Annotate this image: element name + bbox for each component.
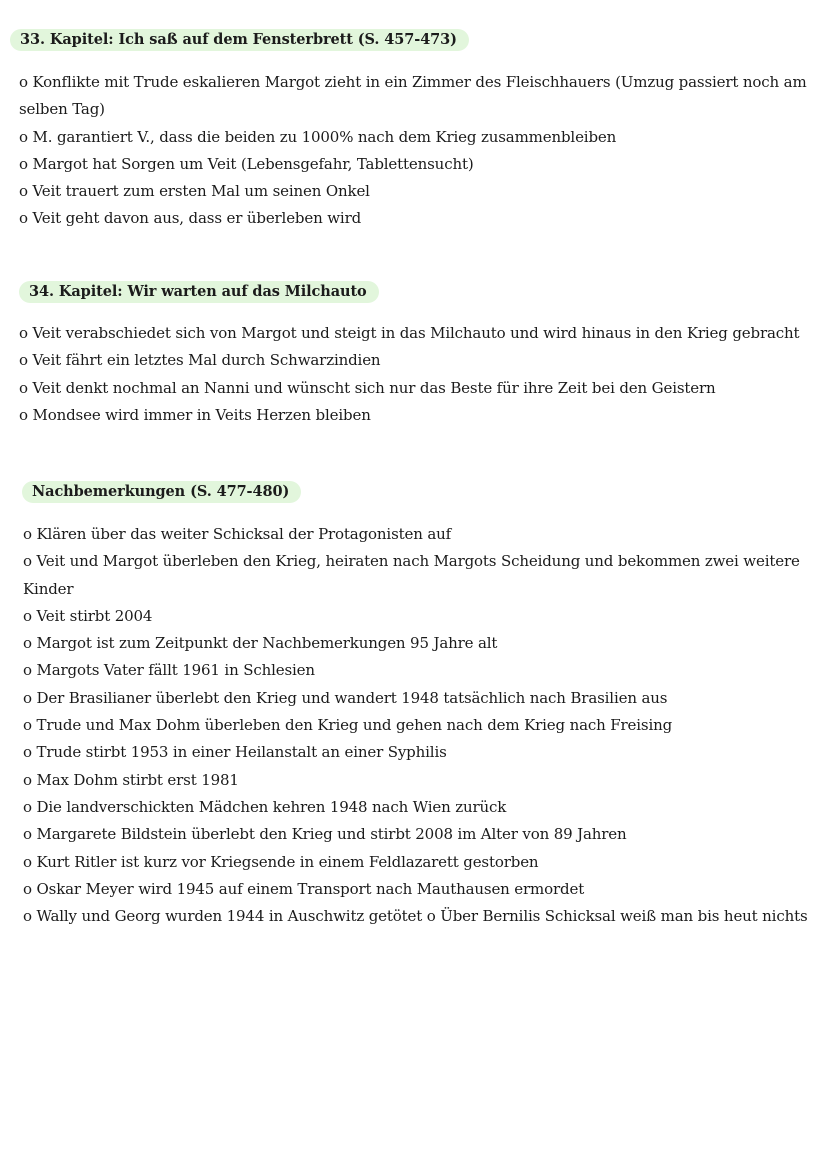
list-item: o Veit fährt ein letztes Mal durch Schwarzindien	[19, 351, 381, 370]
list-item: o Veit und Margot überleben den Krieg, heiraten nach Margots Scheidung und bekommen zwei weitere Kinder	[23, 552, 800, 598]
chapter-34-heading: 34. Kapitel: Wir warten auf das Milchauto	[19, 281, 379, 303]
list-item: o Der Brasilianer überlebt den Krieg und wandert 1948 tatsächlich nach Brasilien aus	[23, 688, 668, 707]
list-item: o Max Dohm stirbt erst 1981	[23, 770, 239, 789]
list-item: o Die landverschickten Mädchen kehren 1948 nach Wien zurück	[23, 797, 507, 816]
list-item: o Margarete Bildstein überlebt den Krieg und stirbt 2008 im Alter von 89 Jahren	[23, 825, 627, 844]
list-item: o Veit verabschiedet sich von Margot und steigt in das Milchauto und wird hinaus in den Krieg gebracht	[19, 324, 800, 342]
list-item: o Margot hat Sorgen um Veit (Lebensgefahr, Tablettensucht)	[19, 154, 474, 173]
list-item: o Kurt Ritler ist kurz vor Kriegsende in einem Feldlazarett gestorben	[23, 852, 539, 871]
afterword-list	[23, 521, 815, 930]
list-item: o Margot ist zum Zeitpunkt der Nachbemerkungen 95 Jahre alt	[23, 634, 498, 653]
afterword-heading: Nachbemerkungen (S. 477-480)	[22, 481, 301, 503]
list-item: o Veit geht davon aus, dass er überleben wird	[19, 209, 362, 228]
list-item: o Margots Vater fällt 1961 in Schlesien	[23, 661, 315, 680]
list-item: o Veit trauert zum ersten Mal um seinen Onkel	[19, 182, 370, 201]
list-item: o Trude und Max Dohm überleben den Krieg und gehen nach dem Krieg nach Freising	[23, 716, 673, 735]
list-item: o Klären über das weiter Schicksal der Protagonisten auf	[23, 525, 452, 543]
list-item: o Mondsee wird immer in Veits Herzen bleiben	[19, 405, 371, 424]
list-item: o M. garantiert V., dass die beiden zu 1000% nach dem Krieg zusammenbleiben	[19, 127, 617, 146]
list-item: o Wally und Georg wurden 1944 in Auschwitz getötet o Über Bernilis Schicksal weiß man bis heut nichts	[23, 907, 808, 926]
list-item: o Konflikte mit Trude eskalieren Margot zieht in ein Zimmer des Fleischhauers (Umzug passiert noch am selben Tag)	[19, 73, 807, 119]
list-item: o Oskar Meyer wird 1945 auf einem Transport nach Mauthausen ermordet	[23, 879, 585, 898]
chapter-34-list	[19, 320, 819, 429]
chapter-33-heading: 33. Kapitel: Ich saß auf dem Fensterbrett (S. 457-473)	[10, 29, 469, 51]
list-item: o Veit denkt nochmal an Nanni und wünscht sich nur das Beste für ihre Zeit bei den Geistern	[19, 378, 716, 397]
list-item: o Trude stirbt 1953 in einer Heilanstalt an einer Syphilis	[23, 743, 447, 762]
chapter-33-list	[19, 69, 809, 233]
list-item: o Veit stirbt 2004	[23, 606, 153, 625]
